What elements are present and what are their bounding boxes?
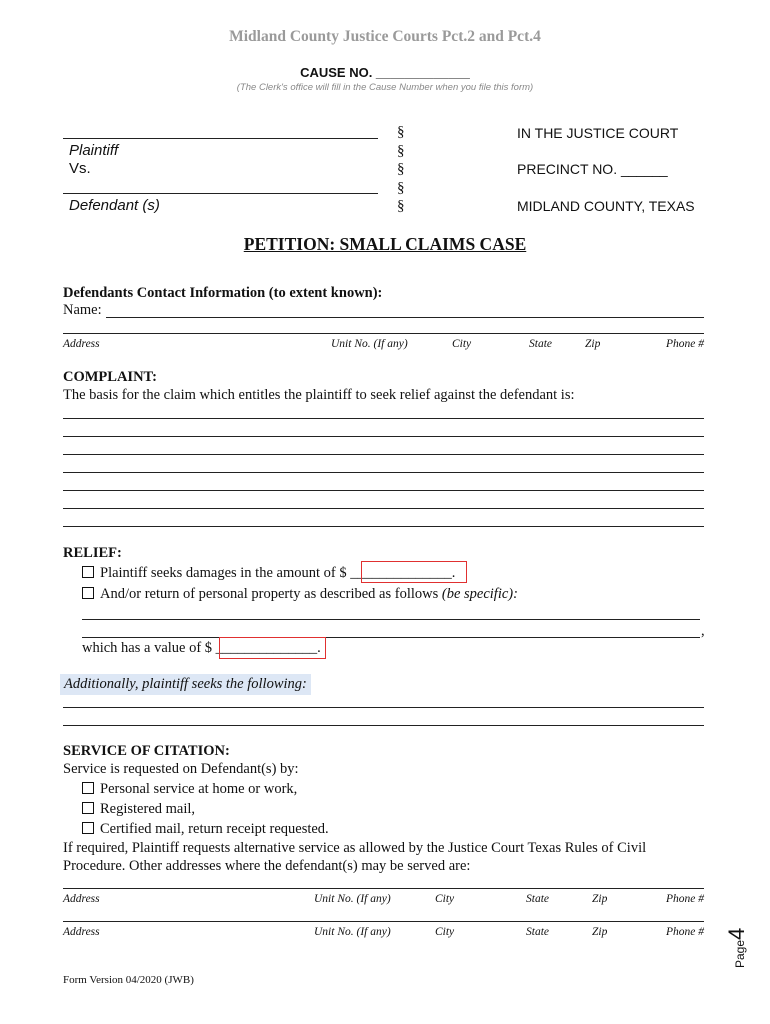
- col-unit: Unit No. (If any): [331, 338, 408, 350]
- section-mark: §: [397, 198, 405, 214]
- col-address: Address: [63, 893, 100, 905]
- property-specific: (be specific):: [441, 586, 518, 602]
- col-state: State: [526, 926, 549, 938]
- property-checkbox[interactable]: [82, 587, 94, 599]
- service-address-columns-1: [63, 893, 704, 909]
- col-state: State: [526, 893, 549, 905]
- petition-title: PETITION: SMALL CLAIMS CASE: [243, 234, 527, 254]
- col-zip: Zip: [585, 338, 601, 350]
- complaint-line[interactable]: [63, 526, 704, 527]
- property-value-field[interactable]: [219, 637, 326, 659]
- col-city: City: [452, 338, 472, 350]
- additional-relief-line[interactable]: [63, 725, 704, 726]
- col-zip: Zip: [592, 893, 608, 905]
- complaint-line[interactable]: [63, 472, 704, 473]
- cause-number-label: CAUSE NO. _____________: [300, 65, 470, 80]
- col-address: Address: [63, 926, 100, 938]
- address-columns: [63, 338, 704, 354]
- col-address: Address: [63, 338, 100, 350]
- service-address-columns-2: [63, 926, 704, 942]
- page-digit: 4: [724, 927, 749, 940]
- service-address-line-1[interactable]: [63, 888, 704, 889]
- defendant-name-field[interactable]: [106, 317, 704, 318]
- col-state: State: [529, 338, 552, 350]
- additional-relief-line[interactable]: [63, 707, 704, 708]
- court-name: IN THE JUSTICE COURT: [517, 125, 679, 141]
- complaint-line[interactable]: [63, 508, 704, 509]
- property-description-line[interactable]: [82, 637, 700, 638]
- alternative-service-text: If required, Plaintiff requests alternative service as allowed by the Justice Court Texas Rules of Civil: [63, 840, 647, 856]
- damages-checkbox[interactable]: [82, 566, 94, 578]
- personal-service-text: Personal service at home or work,: [100, 781, 298, 797]
- defendant-contact-heading: Defendants Contact Information (to extent known):: [63, 285, 383, 301]
- complaint-line[interactable]: [63, 418, 704, 419]
- complaint-heading: COMPLAINT:: [63, 369, 157, 385]
- defendant-label: Defendant (s): [69, 197, 160, 214]
- certified-mail-checkbox[interactable]: [82, 822, 94, 834]
- damages-amount-field[interactable]: [361, 561, 467, 583]
- additional-relief-label: Additionally, plaintiff seeks the following:: [60, 674, 311, 695]
- col-phone: Phone #: [665, 338, 704, 350]
- alternative-service-text-2: Procedure. Other addresses where the defendant(s) may be served are:: [63, 858, 471, 874]
- page-number: [724, 928, 750, 968]
- section-mark: §: [397, 179, 405, 196]
- personal-service-checkbox[interactable]: [82, 782, 94, 794]
- service-heading: SERVICE OF CITATION:: [63, 743, 230, 759]
- col-unit: Unit No. (If any): [314, 893, 391, 905]
- form-version: Form Version 04/2020 (JWB): [63, 974, 194, 986]
- registered-mail-checkbox[interactable]: [82, 802, 94, 814]
- section-mark: §: [397, 142, 405, 159]
- complaint-line[interactable]: [63, 436, 704, 437]
- property-comma: ,: [701, 623, 705, 639]
- property-description-line[interactable]: [82, 619, 700, 620]
- complaint-line[interactable]: [63, 490, 704, 491]
- plaintiff-name-line[interactable]: [63, 138, 378, 139]
- name-label: Name:: [63, 302, 102, 318]
- precinct-number: PRECINCT NO. ______: [517, 161, 668, 177]
- relief-heading: RELIEF:: [63, 545, 122, 561]
- damages-text: Plaintiff seeks damages in the amount of $ ______________.: [100, 565, 456, 581]
- service-intro: Service is requested on Defendant(s) by:: [63, 761, 299, 777]
- section-mark: §: [397, 161, 405, 177]
- complaint-line[interactable]: [63, 454, 704, 455]
- page-word: Page: [733, 939, 747, 968]
- vs-label: Vs.: [69, 160, 91, 177]
- plaintiff-label: Plaintiff: [69, 142, 119, 159]
- service-option-personal: [82, 781, 297, 798]
- property-value-text: which has a value of $ ______________.: [82, 640, 321, 656]
- registered-mail-text: Registered mail,: [100, 801, 196, 817]
- court-title: Midland County Justice Courts Pct.2 and Pct.4: [229, 28, 541, 45]
- property-text: And/or return of personal property as described as follows: [100, 586, 442, 602]
- col-phone: Phone #: [665, 893, 704, 905]
- col-phone: Phone #: [665, 926, 704, 938]
- col-city: City: [435, 926, 455, 938]
- section-mark-column: [397, 123, 405, 216]
- relief-property-option: [82, 586, 518, 603]
- service-option-registered: [82, 801, 195, 818]
- cause-number-note: (The Clerk's office will fill in the Cause Number when you file this form): [236, 82, 534, 93]
- service-address-line-2[interactable]: [63, 921, 704, 922]
- complaint-text: The basis for the claim which entitles the plaintiff to seek relief against the defendant is:: [63, 387, 575, 403]
- section-mark: §: [397, 124, 405, 140]
- defendant-address-field[interactable]: [63, 333, 704, 334]
- certified-mail-text: Certified mail, return receipt requested.: [100, 821, 329, 837]
- col-zip: Zip: [592, 926, 608, 938]
- service-option-certified: [82, 821, 329, 838]
- col-city: City: [435, 893, 455, 905]
- defendant-name-line[interactable]: [63, 193, 378, 194]
- col-unit: Unit No. (If any): [314, 926, 391, 938]
- county-state: MIDLAND COUNTY, TEXAS: [517, 198, 695, 214]
